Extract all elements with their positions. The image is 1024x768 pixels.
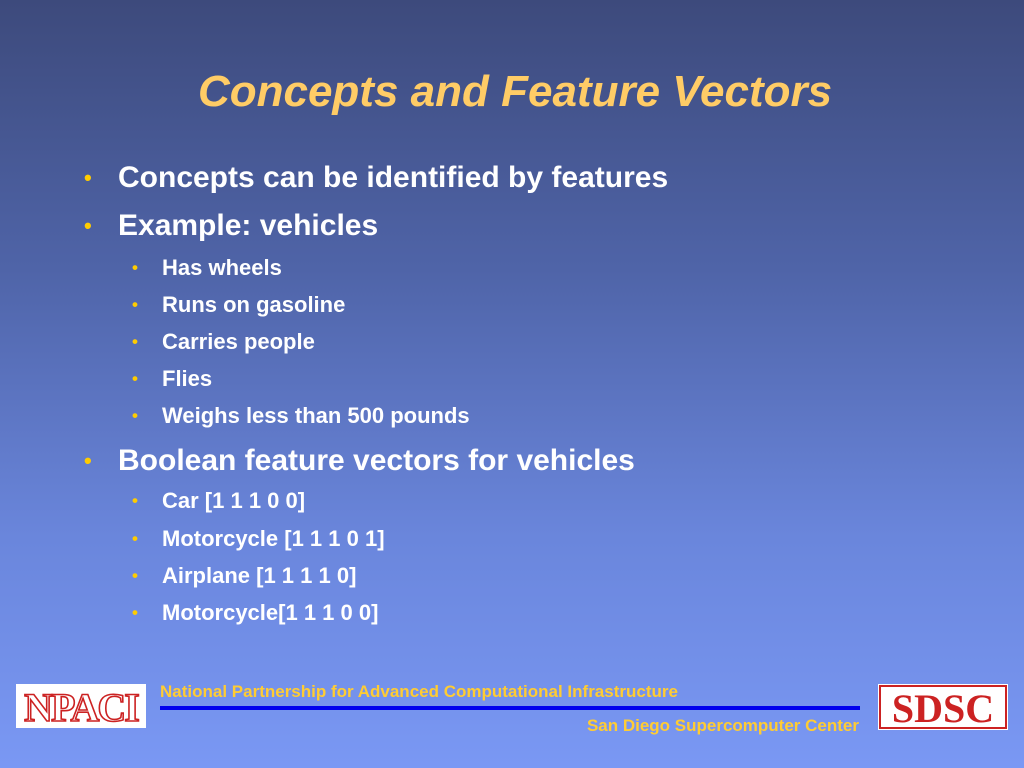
- sub-bullet-dot-icon: •: [132, 258, 138, 277]
- slide-title: Concepts and Feature Vectors: [197, 67, 833, 116]
- sub-bullet-item: [132, 562, 357, 590]
- bullet-item: [84, 160, 669, 196]
- bullet-item: [84, 208, 379, 244]
- sub-bullet-text: Motorcycle [1 1 1 0 1]: [162, 526, 385, 551]
- sub-bullet-item: [132, 525, 385, 553]
- npaci-logo: [16, 684, 146, 728]
- footer-center-name: San Diego Supercomputer Center: [586, 716, 859, 735]
- sub-bullet-text: Airplane [1 1 1 1 0]: [162, 563, 357, 588]
- sub-bullet-text: Has wheels: [162, 255, 282, 280]
- bullet-text: Concepts can be identified by features: [118, 161, 669, 194]
- sub-bullet-text: Car [1 1 1 0 0]: [162, 488, 306, 513]
- sub-bullet-item: [132, 328, 315, 356]
- footer-org-name: National Partnership for Advanced Computational Infrastructure: [160, 682, 678, 701]
- sub-bullet-item: [132, 402, 470, 430]
- sub-bullet-text: Weighs less than 500 pounds: [162, 403, 470, 428]
- sub-bullet-dot-icon: •: [132, 406, 138, 425]
- npaci-logo-graphic: [16, 684, 146, 728]
- bullet-item: [84, 443, 635, 479]
- sub-bullet-text: Motorcycle[1 1 1 0 0]: [162, 600, 379, 625]
- sub-bullet-dot-icon: •: [132, 295, 138, 314]
- npaci-logo-text: NPACI: [24, 685, 138, 728]
- sub-bullet-item: [132, 365, 213, 393]
- sub-bullet-dot-icon: •: [132, 566, 138, 585]
- sub-bullet-item: [132, 487, 306, 515]
- bullet-text: Boolean feature vectors for vehicles: [118, 444, 635, 477]
- sub-bullet-dot-icon: •: [132, 369, 138, 388]
- sdsc-logo-graphic: [878, 684, 1008, 730]
- sdsc-logo: [878, 684, 1008, 730]
- sub-bullet-text: Carries people: [162, 329, 315, 354]
- footer-divider: [160, 706, 860, 710]
- bullet-text: Example: vehicles: [118, 209, 379, 242]
- bullet-dot-icon: •: [84, 165, 92, 190]
- sub-bullet-item: [132, 599, 379, 627]
- sub-bullet-item: [132, 291, 346, 319]
- sub-bullet-item: [132, 254, 282, 282]
- sub-bullet-dot-icon: •: [132, 491, 138, 510]
- bullet-dot-icon: •: [84, 213, 92, 238]
- sdsc-logo-text: SDSC: [891, 686, 995, 730]
- sub-bullet-text: Flies: [162, 366, 213, 391]
- sub-bullet-text: Runs on gasoline: [162, 292, 346, 317]
- bullet-dot-icon: •: [84, 448, 92, 473]
- sub-bullet-dot-icon: •: [132, 332, 138, 351]
- sub-bullet-dot-icon: •: [132, 529, 138, 548]
- sub-bullet-dot-icon: •: [132, 603, 138, 622]
